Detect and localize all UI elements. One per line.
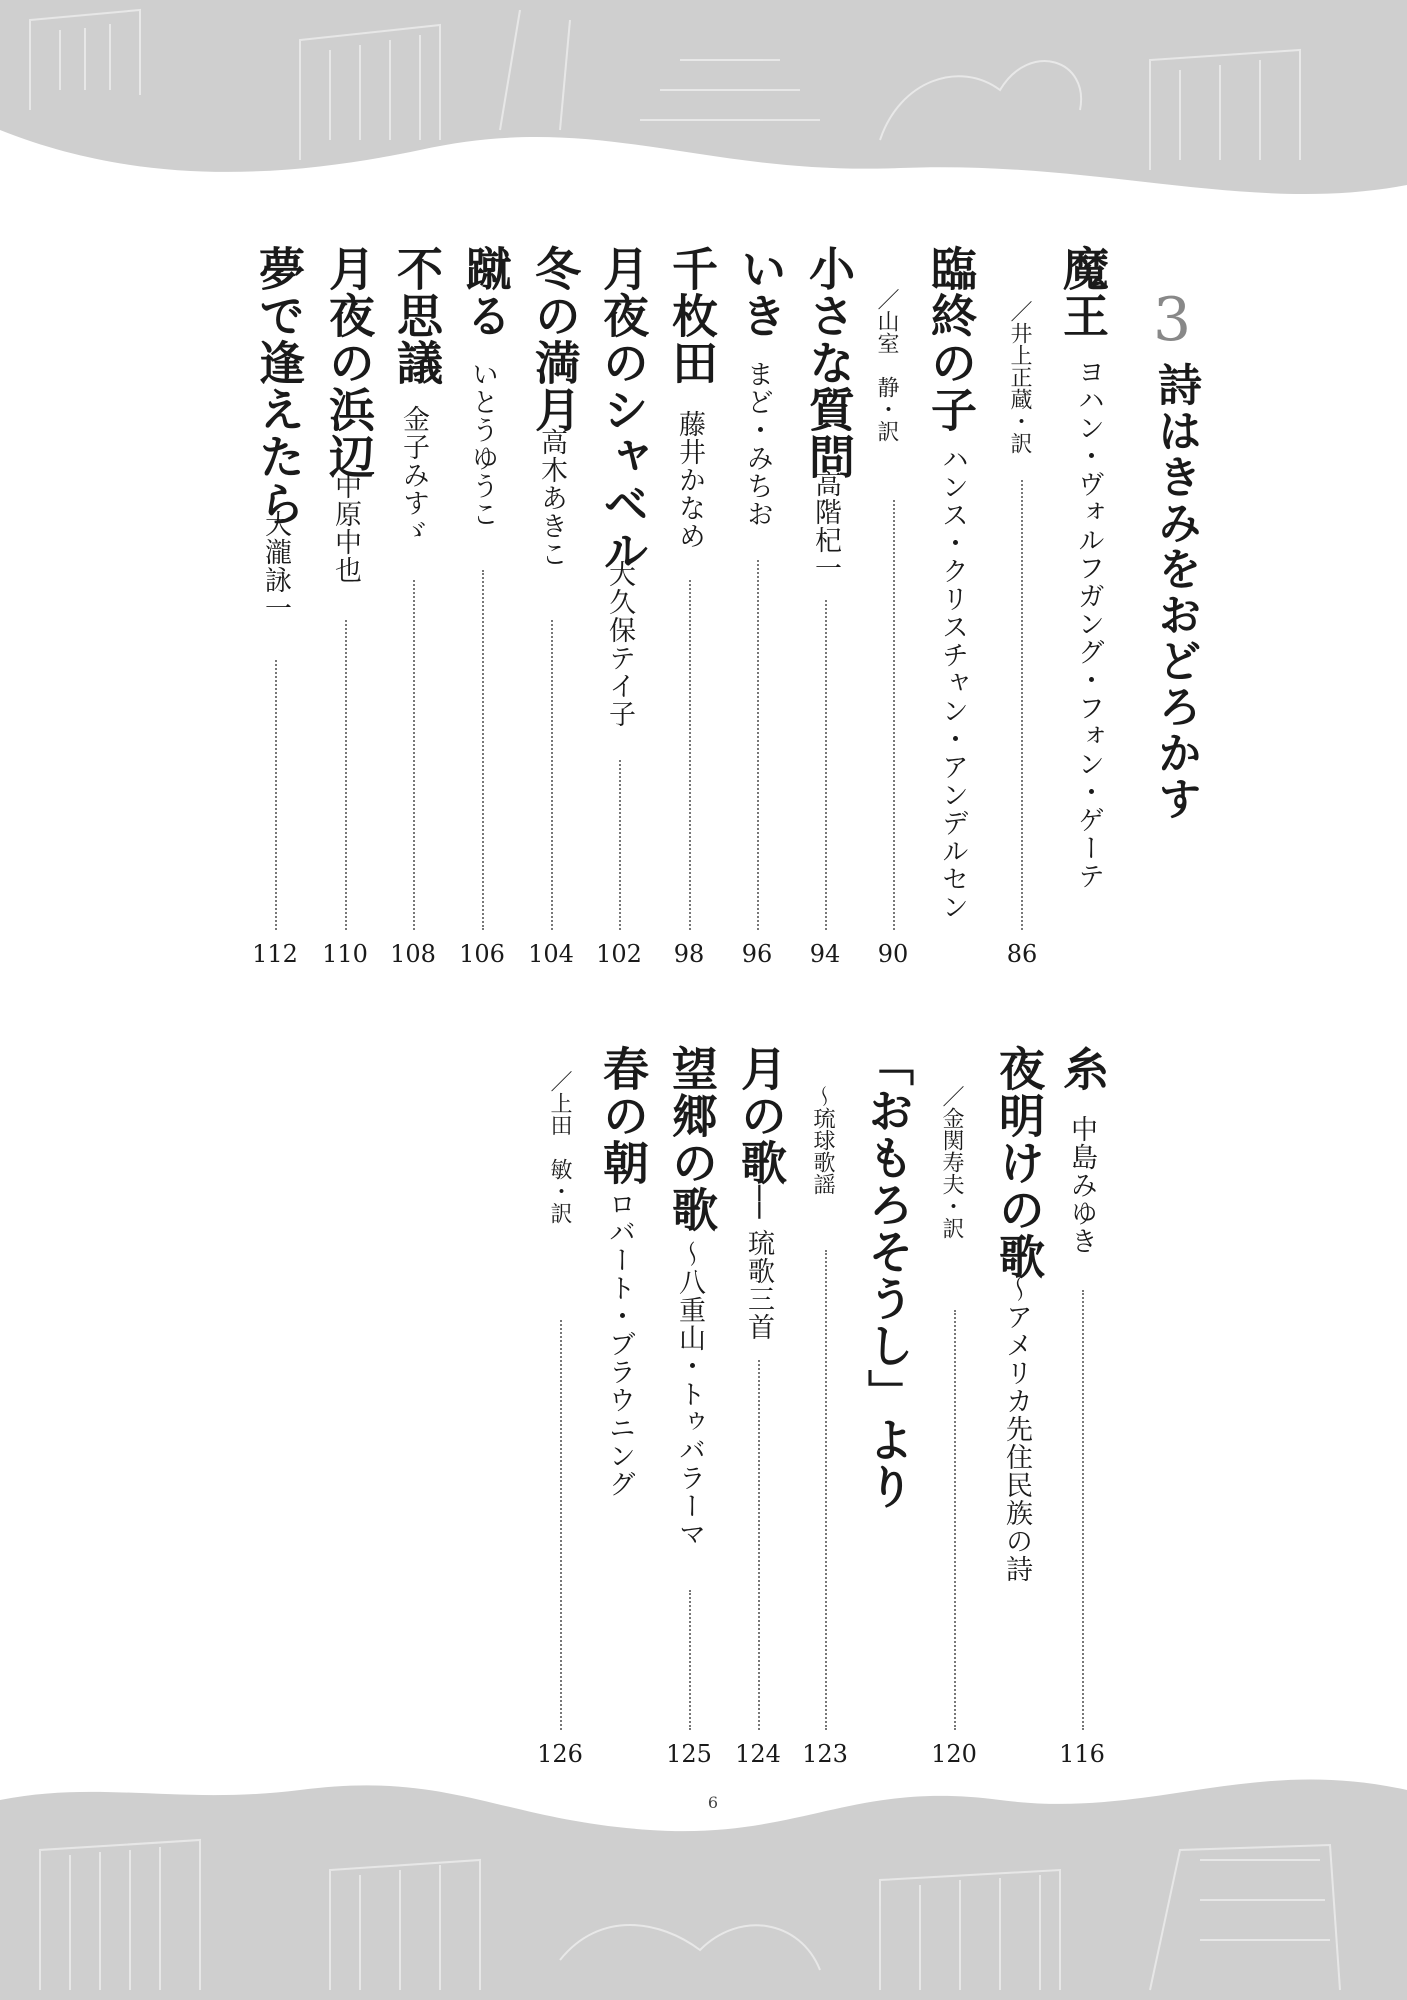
entry-title[interactable]: 冬の満月	[528, 245, 582, 433]
entry-page: 86	[1006, 940, 1038, 968]
entry-title[interactable]: 夜明けの歌	[992, 1045, 1046, 1280]
entry-page: 124	[735, 1740, 781, 1768]
entry-author: ロバート・ブラウニング	[604, 1190, 635, 1498]
entry-author: 大久保テイ子	[604, 560, 635, 728]
entry-page: 108	[390, 940, 436, 968]
entry-title[interactable]: 月の歌	[734, 1045, 788, 1186]
entry-translator: ／金関寿夫・訳	[939, 1085, 964, 1239]
entry-title[interactable]: 月夜のシャベル	[596, 245, 650, 574]
dot-leader	[275, 660, 277, 930]
dot-leader	[551, 620, 553, 930]
dot-leader	[1021, 480, 1023, 930]
dot-leader	[758, 1360, 760, 1730]
entry-translator: ／井上正蔵・訳	[1007, 300, 1032, 454]
dot-leader	[757, 560, 759, 930]
entry-title[interactable]: いき	[734, 245, 788, 339]
entry-author: ヨハン・ヴォルフガング・フォン・ゲーテ	[1073, 358, 1104, 890]
entry-page: 106	[459, 940, 505, 968]
dot-leader	[954, 1310, 956, 1730]
dot-leader	[345, 620, 347, 930]
entry-author: 藤井かなめ	[674, 410, 705, 550]
entry-subtitle: ～琉球歌謡	[810, 1085, 835, 1195]
entry-page: 112	[252, 940, 298, 968]
entry-author: 中島みゆき	[1066, 1115, 1097, 1255]
entry-page: 120	[931, 1740, 977, 1768]
entry-title[interactable]: 小さな質問	[802, 245, 856, 480]
entry-author: 高階杞一	[810, 470, 841, 582]
entry-title[interactable]: 春の朝	[596, 1045, 650, 1186]
entry-author: 中原中也	[330, 472, 361, 584]
entry-title[interactable]: 千枚田	[665, 245, 719, 386]
entry-page: 96	[741, 940, 773, 968]
entry-title[interactable]: 月夜の浜辺	[322, 245, 376, 480]
entry-page: 110	[322, 940, 368, 968]
dot-leader	[619, 760, 621, 930]
entry-author: ハンス・クリスチャン・アンデルセン	[937, 445, 968, 921]
dot-leader	[1082, 1290, 1084, 1730]
entry-page: 90	[877, 940, 909, 968]
entry-title[interactable]: 「おもろそうし」より	[861, 1040, 915, 1510]
entry-page: 94	[809, 940, 841, 968]
page-folio: 6	[707, 1793, 719, 1812]
section-title: 詩はきみをおどろかす	[1150, 362, 1201, 822]
entry-subtitle: ～八重山・トゥバラーマ	[674, 1240, 705, 1548]
entry-subtitle: ～アメリカ先住民族の詩	[1001, 1275, 1032, 1583]
dot-leader	[482, 570, 484, 930]
entry-subtitle: ── 琉歌三首	[743, 1185, 774, 1342]
entry-title[interactable]: 蹴る	[459, 245, 513, 339]
entry-author: いとうゆうこ	[467, 360, 498, 528]
entry-title[interactable]: 糸	[1056, 1045, 1110, 1092]
dot-leader	[560, 1320, 562, 1730]
entry-page: 126	[537, 1740, 583, 1768]
entry-author: まど・みちお	[742, 360, 773, 528]
dot-leader	[825, 1250, 827, 1730]
entry-page: 123	[802, 1740, 848, 1768]
entry-page: 98	[673, 940, 705, 968]
section-number: 3	[1153, 285, 1192, 355]
entry-title[interactable]: 臨終の子	[924, 245, 978, 433]
top-sketch-decoration	[0, 0, 1407, 250]
entry-title[interactable]: 不思議	[390, 245, 444, 386]
dot-leader	[893, 500, 895, 930]
entry-author: 金子みすゞ	[398, 405, 429, 545]
dot-leader	[413, 580, 415, 930]
entry-page: 102	[596, 940, 642, 968]
entry-page: 116	[1059, 1740, 1105, 1768]
entry-translator: ／上田 敏・訳	[547, 1070, 572, 1224]
dot-leader	[689, 1590, 691, 1730]
entry-title[interactable]: 望郷の歌	[665, 1045, 719, 1233]
dot-leader	[825, 600, 827, 930]
entry-page: 104	[528, 940, 574, 968]
entry-author: 高木あきこ	[536, 428, 567, 568]
entry-title[interactable]: 夢で逢えたら	[252, 245, 306, 527]
entry-author: 大瀧詠一	[260, 510, 291, 622]
dot-leader	[689, 580, 691, 930]
entry-title[interactable]: 魔王	[1056, 245, 1110, 339]
entry-translator: ／山室 静・訳	[874, 288, 899, 442]
entry-page: 125	[666, 1740, 712, 1768]
